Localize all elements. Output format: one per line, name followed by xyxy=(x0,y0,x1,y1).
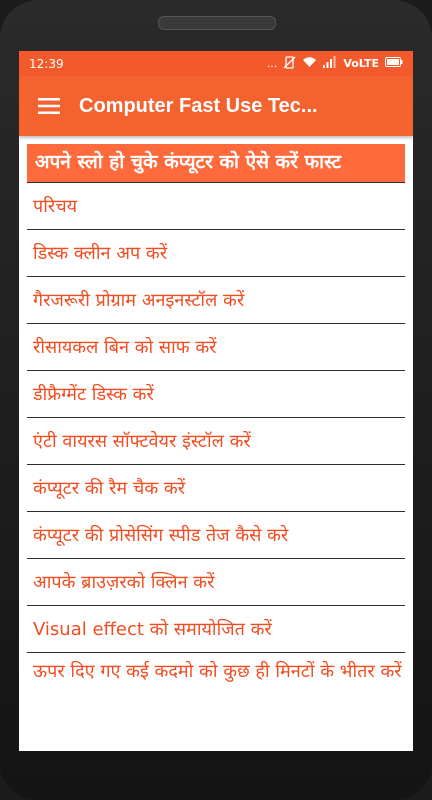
content xyxy=(19,136,413,705)
battery-icon xyxy=(385,57,403,70)
screen xyxy=(19,51,413,751)
list-item[interactable]: गैरजरूरी प्रोग्राम अनइनस्टॉल करें xyxy=(27,277,405,324)
list-item[interactable]: कंप्यूटर की रैम चैक करें xyxy=(27,465,405,512)
list-item[interactable]: ऊपर दिए गए कई कदमो को कुछ ही मिनटों के भीतर करें xyxy=(33,661,402,682)
list-item[interactable]: एंटी वायरस सॉफ्टवेयर इंस्टॉल करें xyxy=(27,418,405,465)
article-header: अपने स्लो हो चुके कंप्यूटर को ऐसे करें फास्ट xyxy=(27,144,405,182)
status-icons xyxy=(267,56,403,72)
status-bar xyxy=(19,51,413,76)
topic-list xyxy=(27,182,405,705)
wifi-icon xyxy=(302,56,317,71)
app-title: Computer Fast Use Tec... xyxy=(79,94,318,117)
list-item[interactable]: कंप्यूटर की प्रोसेसिंग स्पीड तेज कैसे करे xyxy=(27,512,405,559)
app-bar xyxy=(19,76,413,136)
list-item[interactable]: आपके ब्राउज़रको क्लिन करें xyxy=(27,559,405,606)
signal-icon xyxy=(323,56,337,71)
phone-bottom-bezel xyxy=(0,751,432,800)
list-item[interactable]: Visual effect को समायोजित करें xyxy=(27,606,405,653)
menu-icon xyxy=(38,98,60,114)
vibrate-icon xyxy=(283,56,296,72)
earpiece-speaker xyxy=(158,16,276,30)
notification-dots: ... xyxy=(266,57,278,70)
status-time: 12:39 xyxy=(29,56,64,71)
list-item[interactable]: रीसायकल बिन को साफ करें xyxy=(27,324,405,371)
network-type: VoLTE xyxy=(343,57,379,70)
list-item[interactable]: परिचय xyxy=(27,182,405,230)
menu-button[interactable] xyxy=(19,76,79,136)
list-item[interactable]: डिस्क क्लीन अप करें xyxy=(27,230,405,277)
list-item[interactable]: डीफ्रैग्मेंट डिस्क करें xyxy=(27,371,405,418)
